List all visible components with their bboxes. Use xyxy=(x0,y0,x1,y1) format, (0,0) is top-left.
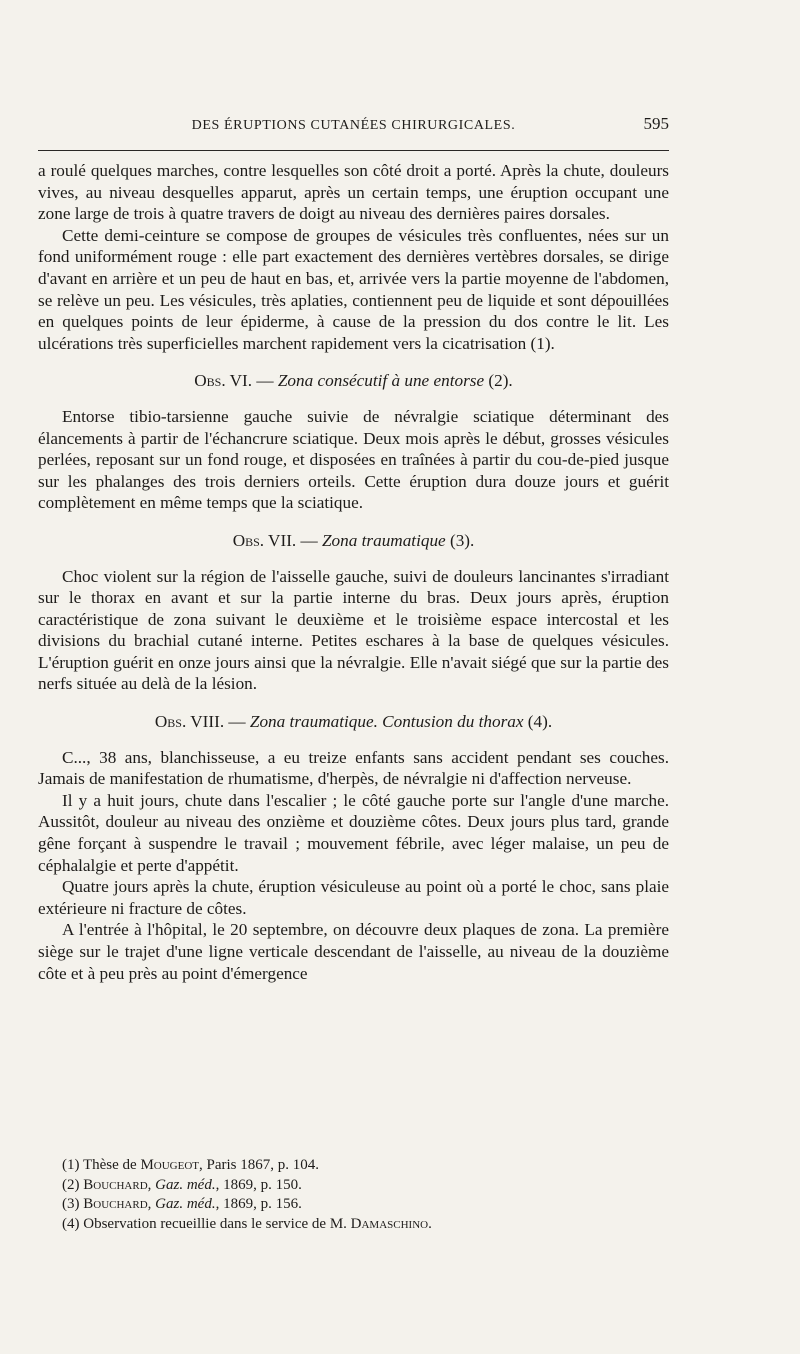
obs-7-heading xyxy=(38,530,669,552)
footnote-text: Observation recueillie dans le service de M. xyxy=(79,1215,351,1232)
footnote-text: , Paris 1867, p. 104. xyxy=(199,1157,320,1173)
footnote-separator: , xyxy=(147,1196,156,1212)
footnote-number: (2) xyxy=(62,1176,80,1193)
obs-8-paragraph-1: C..., 38 ans, blanchisseuse, a eu treize enfants sans accident pendant ses couches. Jamais de manifestation de rhumatisme, d'herpès, de névralgie ni d'affection nerveuse. xyxy=(38,747,669,789)
intro-paragraph-2: Cette demi-ceinture se compose de groupes de vésicules très confluentes, nées sur un fond uniformément rouge : elle part exactement des dernières vertèbres dorsales, se dirige d'avant en arrière et un peu de haut en bas, et, arrivée vers la partie moyenne de l'abdomen, se relève un peu. Les vésicules, très aplaties, contiennent peu de liquide et sont dépouillées en quelques points de leur épiderme, à cause de la pression du dos contre le lit. Les ulcérations très superficielles marchent rapidement vers la cicatrisation (1). xyxy=(38,225,669,353)
obs-8-label: Obs. VIII. xyxy=(154,712,225,732)
obs-8-paragraph-4: A l'entrée à l'hôpital, le 20 septembre, on découvre deux plaques de zona. La première siège sur le trajet d'une ligne verticale descendant de l'aisselle, au niveau de la douzième côte et à peu près au point d'émergence xyxy=(38,920,669,983)
page-number: 595 xyxy=(643,114,669,133)
obs-6-ref: (2). xyxy=(484,371,513,391)
footnote-author: Bouchard xyxy=(83,1176,148,1193)
obs-6-heading xyxy=(38,370,669,392)
footnote-journal: Gaz. méd. xyxy=(155,1196,216,1212)
obs-8-paragraph-2: Il y a huit jours, chute dans l'escalier ; le côté gauche porte sur l'angle d'une marche. Aussitôt, douleur au niveau des onzième et douzième côtes. Deux jours plus tard, grande gêne forçant à suspendre le travail ; mouvement fébrile, avec léger malaise, un peu de céphalalgie et perte d'appétit. xyxy=(38,790,669,875)
running-title: DES ÉRUPTIONS CUTANÉES CHIRURGICALES. xyxy=(191,118,516,133)
footnote-1 xyxy=(62,1156,669,1176)
obs-6-dash: — xyxy=(252,371,278,391)
obs-8-heading xyxy=(38,711,669,733)
footnote-author: Mougeot xyxy=(140,1157,200,1173)
footnote-number: (1) xyxy=(62,1157,80,1173)
footnote-4 xyxy=(62,1215,669,1235)
obs-8-ref: (4). xyxy=(523,712,553,732)
obs-7-ref: (3). xyxy=(445,530,475,550)
obs-8-paragraph-3: Quatre jours après la chute, éruption vésiculeuse au point où a porté le choc, sans plaie extérieure ni fracture de côtes. xyxy=(38,877,669,918)
obs-8-dash: — xyxy=(224,712,250,732)
main-text xyxy=(38,160,669,984)
obs-7-paragraph-1: Choc violent sur la région de l'aisselle gauche, suivi de douleurs lancinantes s'irradiant sur le thorax en avant et sur la partie interne du bras. Deux jours après, éruption caractéristique de zona suivant le deuxième et le troisième espace intercostal et les divisions du brachial cutané interne. Petites eschares à la base de quelques vésicules. L'éruption guérit en onze jours ainsi que la névralgie. Elle n'avait siégé que sur la partie des nerfs située au delà de la lésion. xyxy=(38,566,669,694)
obs-6-paragraph-1: Entorse tibio-tarsienne gauche suivie de névralgie sciatique déterminant des élancements à partir de l'échancrure sciatique. Deux mois après le début, grosses vésicules perlées, reposant sur un fond rouge, et disposées en traînées à partir du cou-de-pied jusque sur les phalanges des trois derniers orteils. Cette éruption dura douze jours et guérit complètement en même temps que la sciatique. xyxy=(38,406,669,513)
obs-6-title: Zona consécutif à une entorse xyxy=(277,371,485,391)
footnote-number: (3) xyxy=(62,1196,80,1212)
obs-6-label: Obs. VI. xyxy=(194,371,253,391)
footnote-3 xyxy=(62,1195,669,1215)
intro-paragraph-1: a roulé quelques marches, contre lesquelles son côté droit a porté. Après la chute, douleurs vives, au niveau desquelles apparut, après un certain temps, une éruption occupant une zone large de trois à quatre travers de doigt au niveau des dernières paires dorsales. xyxy=(38,161,669,224)
footnote-text: , 1869, p. 150. xyxy=(215,1176,302,1193)
footnote-journal: Gaz. méd. xyxy=(155,1176,216,1193)
footnote-separator: , xyxy=(147,1176,156,1193)
obs-7-title: Zona traumatique xyxy=(322,530,446,550)
footnote-author: Bouchard xyxy=(83,1196,148,1212)
footnote-author: Damaschino xyxy=(350,1215,429,1232)
obs-7-label: Obs. VII. xyxy=(232,530,297,550)
footnote-2 xyxy=(62,1176,669,1196)
obs-8-title: Zona traumatique. Contusion du thorax xyxy=(249,712,524,732)
footnote-text: , 1869, p. 156. xyxy=(215,1196,302,1212)
header-rule xyxy=(38,150,669,151)
footnotes xyxy=(62,1156,669,1234)
footnote-text: Thèse de xyxy=(79,1157,141,1173)
obs-7-dash: — xyxy=(296,530,322,550)
footnote-number: (4) xyxy=(62,1215,80,1232)
page-header xyxy=(38,114,669,136)
footnote-text: . xyxy=(428,1215,432,1232)
